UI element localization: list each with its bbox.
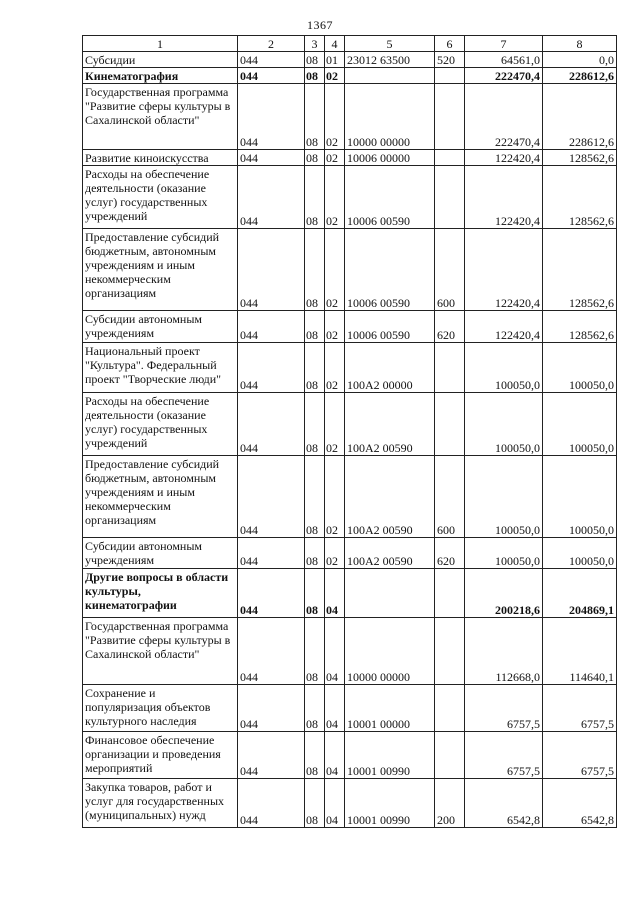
row-section: 08 — [305, 84, 325, 150]
row-amount-7: 100050,0 — [465, 393, 543, 456]
row-section: 08 — [305, 618, 325, 685]
row-section: 08 — [305, 779, 325, 828]
table-row — [83, 685, 617, 732]
row-section: 08 — [305, 393, 325, 456]
row-section: 08 — [305, 68, 325, 84]
row-amount-8: 100050,0 — [543, 343, 617, 393]
row-subsection: 02 — [325, 343, 345, 393]
row-name: Расходы на обеспечение деятельности (оказание услуг) государственных учреждений — [83, 166, 238, 229]
row-amount-8: 114640,1 — [543, 618, 617, 685]
row-name: Предоставление субсидий бюджетным, автономным учреждениям и иным некоммерческим организациям — [83, 456, 238, 538]
row-target-article: 10000 00000 — [345, 84, 435, 150]
row-subsection: 04 — [325, 569, 345, 618]
row-target-article: 23012 63500 — [345, 52, 435, 68]
row-section: 08 — [305, 311, 325, 343]
row-expense-type — [435, 732, 465, 779]
row-subsection: 04 — [325, 732, 345, 779]
row-code-2: 044 — [238, 343, 305, 393]
table-row — [83, 618, 617, 685]
row-amount-8: 100050,0 — [543, 456, 617, 538]
row-amount-7: 6757,5 — [465, 685, 543, 732]
row-code-2: 044 — [238, 538, 305, 569]
row-amount-7: 122420,4 — [465, 311, 543, 343]
table-row — [83, 393, 617, 456]
row-code-2: 044 — [238, 68, 305, 84]
row-amount-8: 6757,5 — [543, 732, 617, 779]
row-code-2: 044 — [238, 150, 305, 166]
row-subsection: 02 — [325, 311, 345, 343]
row-expense-type — [435, 618, 465, 685]
table-row — [83, 229, 617, 311]
row-subsection: 02 — [325, 68, 345, 84]
row-name: Расходы на обеспечение деятельности (оказание услуг) государственных учреждений — [83, 393, 238, 456]
row-amount-7: 100050,0 — [465, 343, 543, 393]
row-name: Субсидии — [83, 52, 238, 68]
row-subsection: 02 — [325, 166, 345, 229]
row-subsection: 01 — [325, 52, 345, 68]
row-name: Развитие киноискусства — [83, 150, 238, 166]
table-row — [83, 732, 617, 779]
row-target-article: 10001 00990 — [345, 732, 435, 779]
row-expense-type: 600 — [435, 229, 465, 311]
row-section: 08 — [305, 343, 325, 393]
row-target-article: 100А2 00590 — [345, 393, 435, 456]
row-amount-8: 128562,6 — [543, 311, 617, 343]
row-amount-7: 112668,0 — [465, 618, 543, 685]
row-amount-7: 6542,8 — [465, 779, 543, 828]
row-section: 08 — [305, 229, 325, 311]
row-code-2: 044 — [238, 732, 305, 779]
row-code-2: 044 — [238, 569, 305, 618]
row-target-article: 10000 00000 — [345, 618, 435, 685]
row-target-article: 10006 00590 — [345, 311, 435, 343]
row-amount-8: 100050,0 — [543, 538, 617, 569]
row-amount-8: 128562,6 — [543, 229, 617, 311]
row-target-article: 10001 00990 — [345, 779, 435, 828]
row-name: Государственная программа "Развитие сферы культуры в Сахалинской области" — [83, 84, 238, 150]
header-cell: 1 — [83, 36, 238, 52]
row-code-2: 044 — [238, 618, 305, 685]
row-code-2: 044 — [238, 52, 305, 68]
table-header-row — [83, 36, 617, 52]
row-amount-7: 200218,6 — [465, 569, 543, 618]
row-amount-8: 100050,0 — [543, 393, 617, 456]
row-name: Другие вопросы в области культуры, кинематографии — [83, 569, 238, 618]
row-section: 08 — [305, 538, 325, 569]
header-cell: 3 — [305, 36, 325, 52]
header-cell: 6 — [435, 36, 465, 52]
table-row — [83, 311, 617, 343]
row-amount-7: 64561,0 — [465, 52, 543, 68]
row-subsection: 02 — [325, 538, 345, 569]
table-row — [83, 52, 617, 68]
row-subsection: 02 — [325, 229, 345, 311]
page-number: 1367 — [307, 18, 333, 32]
row-expense-type: 200 — [435, 779, 465, 828]
row-amount-7: 122420,4 — [465, 166, 543, 229]
row-subsection: 02 — [325, 456, 345, 538]
row-section: 08 — [305, 52, 325, 68]
row-amount-8: 128562,6 — [543, 166, 617, 229]
row-name: Финансовое обеспечение организации и проведения мероприятий — [83, 732, 238, 779]
row-target-article: 10006 00590 — [345, 166, 435, 229]
table-row — [83, 150, 617, 166]
row-amount-8: 6757,5 — [543, 685, 617, 732]
header-cell: 4 — [325, 36, 345, 52]
row-subsection: 02 — [325, 150, 345, 166]
row-target-article — [345, 569, 435, 618]
row-amount-7: 6757,5 — [465, 732, 543, 779]
row-amount-8: 6542,8 — [543, 779, 617, 828]
row-name: Государственная программа "Развитие сферы культуры в Сахалинской области" — [83, 618, 238, 685]
row-target-article: 10001 00000 — [345, 685, 435, 732]
row-amount-7: 100050,0 — [465, 538, 543, 569]
row-amount-7: 222470,4 — [465, 84, 543, 150]
header-cell: 7 — [465, 36, 543, 52]
row-amount-7: 222470,4 — [465, 68, 543, 84]
row-amount-7: 122420,4 — [465, 150, 543, 166]
row-code-2: 044 — [238, 84, 305, 150]
table-row — [83, 166, 617, 229]
row-subsection: 04 — [325, 685, 345, 732]
row-expense-type: 600 — [435, 456, 465, 538]
row-code-2: 044 — [238, 311, 305, 343]
row-section: 08 — [305, 456, 325, 538]
row-section: 08 — [305, 569, 325, 618]
row-target-article: 10006 00000 — [345, 150, 435, 166]
row-code-2: 044 — [238, 229, 305, 311]
row-name: Предоставление субсидий бюджетным, автономным учреждениям и иным некоммерческим организациям — [83, 229, 238, 311]
header-cell: 5 — [345, 36, 435, 52]
row-amount-8: 128562,6 — [543, 150, 617, 166]
row-target-article: 100А2 00000 — [345, 343, 435, 393]
row-amount-7: 122420,4 — [465, 229, 543, 311]
row-expense-type — [435, 685, 465, 732]
row-section: 08 — [305, 685, 325, 732]
row-subsection: 02 — [325, 393, 345, 456]
row-amount-8: 228612,6 — [543, 68, 617, 84]
row-target-article — [345, 68, 435, 84]
row-section: 08 — [305, 150, 325, 166]
table-row — [83, 569, 617, 618]
row-name: Кинематография — [83, 68, 238, 84]
row-code-2: 044 — [238, 779, 305, 828]
row-expense-type — [435, 343, 465, 393]
row-section: 08 — [305, 166, 325, 229]
row-code-2: 044 — [238, 166, 305, 229]
row-name: Субсидии автономным учреждениям — [83, 538, 238, 569]
row-expense-type: 620 — [435, 311, 465, 343]
header-cell: 2 — [238, 36, 305, 52]
row-expense-type — [435, 150, 465, 166]
row-subsection: 04 — [325, 618, 345, 685]
row-expense-type: 620 — [435, 538, 465, 569]
row-subsection: 02 — [325, 84, 345, 150]
row-subsection: 04 — [325, 779, 345, 828]
table-row — [83, 538, 617, 569]
budget-table — [82, 35, 617, 828]
row-expense-type — [435, 393, 465, 456]
row-expense-type — [435, 569, 465, 618]
table-row — [83, 68, 617, 84]
row-name: Сохранение и популяризация объектов культурного наследия — [83, 685, 238, 732]
row-expense-type — [435, 84, 465, 150]
row-code-2: 044 — [238, 685, 305, 732]
row-name: Закупка товаров, работ и услуг для государственных (муниципальных) нужд — [83, 779, 238, 828]
row-expense-type — [435, 68, 465, 84]
row-code-2: 044 — [238, 393, 305, 456]
header-cell: 8 — [543, 36, 617, 52]
row-amount-8: 228612,6 — [543, 84, 617, 150]
table-row — [83, 779, 617, 828]
table-row — [83, 343, 617, 393]
row-name: Национальный проект "Культура". Федеральный проект "Творческие люди" — [83, 343, 238, 393]
row-target-article: 100А2 00590 — [345, 538, 435, 569]
row-code-2: 044 — [238, 456, 305, 538]
row-expense-type: 520 — [435, 52, 465, 68]
row-target-article: 10006 00590 — [345, 229, 435, 311]
row-amount-8: 0,0 — [543, 52, 617, 68]
row-name: Субсидии автономным учреждениям — [83, 311, 238, 343]
row-expense-type — [435, 166, 465, 229]
row-section: 08 — [305, 732, 325, 779]
row-target-article: 100А2 00590 — [345, 456, 435, 538]
row-amount-7: 100050,0 — [465, 456, 543, 538]
table-row — [83, 84, 617, 150]
row-amount-8: 204869,1 — [543, 569, 617, 618]
table-row — [83, 456, 617, 538]
